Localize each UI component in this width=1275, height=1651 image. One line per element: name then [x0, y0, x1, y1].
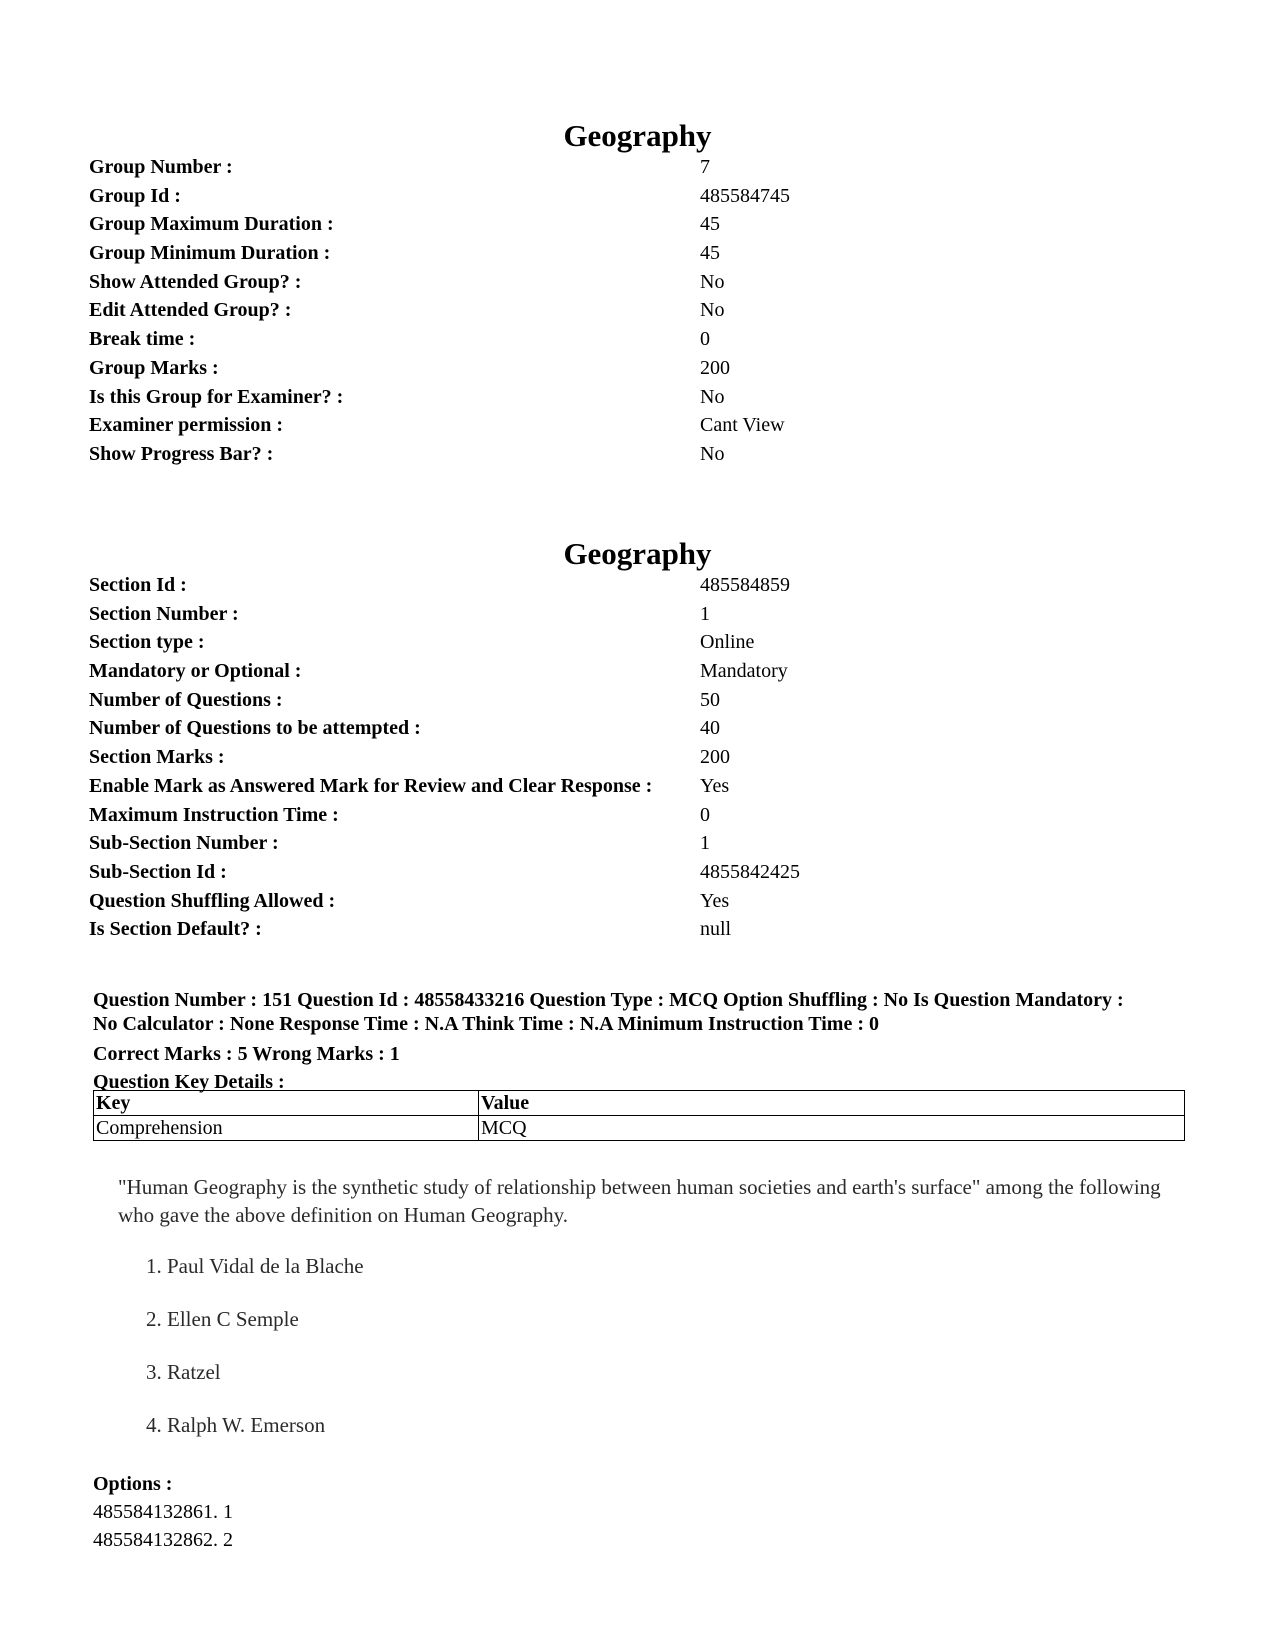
section-value: 1: [700, 602, 710, 625]
section-key: Section type :: [89, 631, 205, 654]
section-key: Number of Questions :: [89, 688, 283, 711]
section-value: 485584859: [700, 574, 790, 596]
group-row: [89, 210, 1189, 239]
section-value: 200: [700, 746, 730, 769]
section-row: [89, 743, 1189, 772]
group-value: No: [700, 270, 725, 293]
group-key: Is this Group for Examiner? :: [89, 385, 344, 408]
section-row: [89, 887, 1189, 916]
question-meta-line: Question Number : 151 Question Id : 48558433216 Question Type : MCQ Option Shuffling : No Is Question Mandatory :: [93, 989, 1124, 1011]
group-row: [89, 239, 1189, 268]
section-value: 40: [700, 717, 720, 740]
section-key: Section Number :: [89, 602, 239, 625]
section-key: Section Id :: [89, 574, 187, 596]
section-row: [89, 657, 1189, 686]
question-choice: 2. Ellen C Semple: [146, 1307, 299, 1331]
section-key: Section Marks :: [89, 746, 225, 769]
option-line: 485584132861. 1: [93, 1501, 233, 1523]
group-value: No: [700, 442, 725, 465]
section-value: 50: [700, 688, 720, 711]
group-row: [89, 153, 1189, 182]
section-row: [89, 571, 1189, 600]
section-title: Geography: [563, 536, 712, 571]
group-key: Group Minimum Duration :: [89, 242, 331, 265]
question-meta: [93, 988, 1193, 1036]
section-row: [89, 801, 1189, 830]
group-key: Group Number :: [89, 156, 233, 178]
group-value: No: [700, 385, 725, 408]
section-row: [89, 858, 1189, 887]
group-row: [89, 182, 1189, 211]
group-row: [89, 268, 1189, 297]
section-row: [89, 772, 1189, 801]
group-key: Group Id :: [89, 184, 181, 207]
group-title: Geography: [563, 118, 712, 153]
section-key: Sub-Section Id :: [89, 860, 227, 883]
section-key: Number of Questions to be attempted :: [89, 717, 421, 740]
question-choice: 3. Ratzel: [146, 1360, 221, 1384]
section-value: Online: [700, 631, 755, 654]
section-row: [89, 915, 1189, 944]
group-key: Edit Attended Group? :: [89, 299, 292, 322]
group-key: Group Maximum Duration :: [89, 213, 334, 236]
table-row: [94, 1116, 1185, 1141]
question-choice: 4. Ralph W. Emerson: [146, 1413, 326, 1437]
group-value: No: [700, 299, 725, 322]
section-value: Mandatory: [700, 660, 788, 683]
question-key-details-label: Question Key Details :: [93, 1071, 285, 1093]
question-text: "Human Geography is the synthetic study of relationship between human societies and earth's surface" among the following who gave the above definition on Human Geography.: [118, 1175, 1161, 1227]
group-value: 0: [700, 328, 710, 351]
section-value: Yes: [700, 774, 730, 797]
group-row: [89, 440, 1189, 469]
question-marks: Correct Marks : 5 Wrong Marks : 1: [93, 1043, 400, 1065]
section-value: Yes: [700, 889, 730, 912]
section-value: 0: [700, 803, 710, 826]
section-row: [89, 829, 1189, 858]
section-details: [89, 571, 1189, 944]
group-key: Examiner permission :: [89, 414, 284, 437]
group-key: Break time :: [89, 328, 196, 351]
options-label: Options :: [93, 1473, 173, 1495]
group-row: [89, 325, 1189, 354]
section-row: [89, 686, 1189, 715]
section-row: [89, 714, 1189, 743]
section-key: Mandatory or Optional :: [89, 660, 302, 683]
question-choice: 1. Paul Vidal de la Blache: [146, 1254, 364, 1278]
group-row: [89, 354, 1189, 383]
group-value: 200: [700, 356, 730, 379]
section-row: [89, 600, 1189, 629]
table-header-row: [94, 1091, 1185, 1116]
table-header-cell: Value: [479, 1091, 1185, 1116]
table-header-cell: Key: [94, 1091, 479, 1116]
section-row: [89, 628, 1189, 657]
section-key: Question Shuffling Allowed :: [89, 889, 336, 912]
group-value: 7: [700, 156, 710, 178]
group-value: Cant View: [700, 414, 785, 437]
section-key: Sub-Section Number :: [89, 832, 279, 855]
group-details: [89, 153, 1189, 469]
section-value: 1: [700, 832, 710, 855]
group-row: [89, 296, 1189, 325]
group-key: Show Progress Bar? :: [89, 442, 274, 465]
option-line: 485584132862. 2: [93, 1529, 233, 1551]
section-value: null: [700, 918, 732, 941]
section-key: Maximum Instruction Time :: [89, 803, 339, 826]
group-value: 45: [700, 242, 720, 265]
table-cell: MCQ: [479, 1116, 1185, 1141]
question-meta-line: No Calculator : None Response Time : N.A Think Time : N.A Minimum Instruction Time : 0: [93, 1013, 879, 1035]
group-value: 485584745: [700, 184, 790, 207]
group-key: Show Attended Group? :: [89, 270, 302, 293]
question-key-table: [93, 1090, 1185, 1141]
section-key: Enable Mark as Answered Mark for Review and Clear Response :: [89, 774, 653, 797]
group-key: Group Marks :: [89, 356, 219, 379]
group-row: [89, 411, 1189, 440]
section-value: 4855842425: [700, 860, 800, 883]
group-row: [89, 383, 1189, 412]
table-cell: Comprehension: [94, 1116, 479, 1141]
section-key: Is Section Default? :: [89, 918, 262, 941]
group-value: 45: [700, 213, 720, 236]
